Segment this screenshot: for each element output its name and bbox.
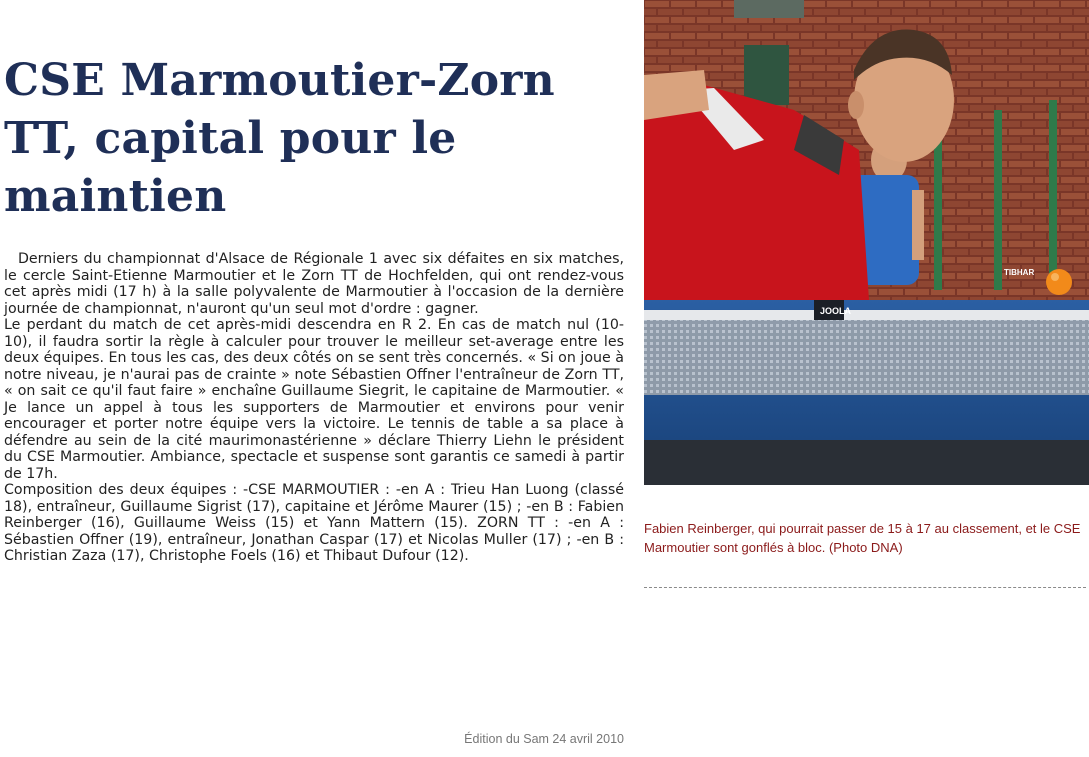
article-headline: CSE Marmoutier-Zorn TT, capital pour le maintien [4, 55, 555, 222]
net-top-band [644, 310, 1089, 320]
article-paragraph-intro: Derniers du championnat d'Alsace de Régionale 1 avec six défaites en six matches, le cercle Saint-Etienne Marmoutier et le Zorn TT de Hochfelden, qui ont rendez-vous cet après midi (17 h) à la salle polyvalente de Marmoutier à l'occasion de la dernière journée de championnat, n'auront qu'un seul mot d'ordre : gagner. [4, 251, 624, 317]
green-frame [1049, 100, 1057, 290]
photo-illustration [644, 0, 1089, 485]
background-player-arm [912, 190, 924, 260]
window-panel [734, 0, 804, 18]
article-body [4, 251, 624, 565]
ball-highlight [1051, 273, 1059, 281]
article-paragraph-quotes: Le perdant du match de cet après-midi descendra en R 2. En cas de match nul (10-10), il faudra sortir la règle à calculer pour trouver le meilleur set-average entre les deux équipes. En tous les cas, des deux côtés on se sent très concernés. « Si on joue à notre niveau, je n'aurai pas de crainte » note Sébastien Offner l'entraîneur de Zorn TT, « on sait ce qu'il faut faire » enchaîne Guillaume Siegrit, le capitaine de Marmoutier. « Je lance un appel à tous les supporters de Marmoutier et environs pour venir encourager et porter notre équipe vers la victoire. Le tennis de table a sa place à défendre au sein de la cité maurimonastérienne » déclare Thierry Liehn le président du CSE Marmoutier. Ambiance, spectacle et suspense sont garantis ce samedi à partir de 17h. [4, 317, 624, 482]
article-paragraph-teams: Composition des deux équipes : -CSE MARMOUTIER : -en A : Trieu Han Luong (classé 18), entraîneur, Guillaume Sigrist (17), capitaine et Jérôme Maurer (15) ; -en B : Fabien Reinberger (16), Guillaume Weiss (15) et Yann Mattern (15). ZORN TT : -en A : Sébastien Offner (19), entraîneur, Jonathan Caspar (17) et Nicolas Muller (17) ; -en B : Christian Zaza (17), Christophe Foels (16) et Thibaut Dufour (12). [4, 482, 624, 564]
ball [1046, 269, 1072, 295]
edition-date: Édition du Sam 24 avril 2010 [464, 732, 624, 746]
green-frame [934, 130, 942, 290]
table-net [644, 320, 1089, 395]
barrier-brand-text: TIBHAR [1004, 268, 1035, 277]
caption-divider [644, 587, 1086, 588]
player-ear [848, 91, 864, 119]
green-frame [994, 110, 1002, 290]
photo-caption: Fabien Reinberger, qui pourrait passer de 15 à 17 au classement, et le CSE Marmoutier sont gonflés à bloc. (Photo DNA) [644, 521, 1081, 555]
table-edge [644, 440, 1089, 485]
net-brand-text: JOOLA [820, 306, 852, 316]
article-photo [644, 0, 1089, 485]
green-panel [744, 45, 789, 105]
